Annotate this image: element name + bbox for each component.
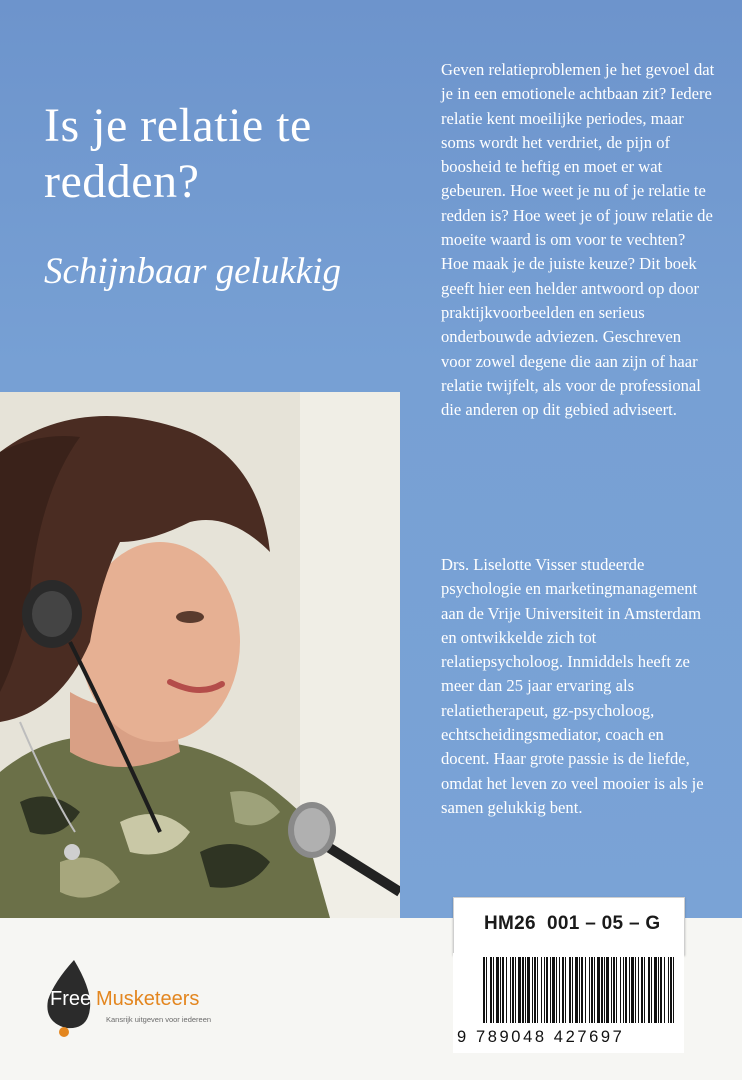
barcode-bar (601, 957, 603, 1023)
barcode-bar (616, 957, 617, 1023)
publisher-tagline: Kansrijk uitgeven voor iedereen (106, 1015, 212, 1024)
barcode-bar (534, 957, 536, 1023)
barcode-bar (668, 957, 669, 1023)
barcode-bar (638, 957, 639, 1023)
barcode-bar (544, 957, 545, 1023)
barcode-bar (575, 957, 578, 1023)
barcode-bar (635, 957, 636, 1023)
barcode-bar (496, 957, 499, 1023)
author-photo (0, 392, 400, 918)
barcode-bar (651, 957, 652, 1023)
barcode-bar (613, 957, 615, 1023)
barcode-bar (658, 957, 659, 1023)
publisher-logo (38, 960, 298, 1040)
barcode-bar (565, 957, 566, 1023)
barcode-bar (552, 957, 555, 1023)
barcode-bar (512, 957, 514, 1023)
barcode-bar (591, 957, 593, 1023)
barcode-bar (572, 957, 573, 1023)
barcode-bar (623, 957, 624, 1023)
barcode-bar (629, 957, 630, 1023)
barcode-bar (620, 957, 621, 1023)
barcode-bar (502, 957, 504, 1023)
author-portrait-illustration (0, 392, 400, 918)
price-sticker (453, 897, 685, 955)
barcode-bar (532, 957, 533, 1023)
barcode-bar (589, 957, 590, 1023)
barcode-bar (597, 957, 600, 1023)
barcode-bar (569, 957, 571, 1023)
barcode-bar (625, 957, 627, 1023)
barcode-bars (453, 953, 684, 1029)
barcode-bar (648, 957, 650, 1023)
barcode-bar (483, 957, 485, 1023)
barcode-bar (500, 957, 501, 1023)
barcode-bar (606, 957, 609, 1023)
barcode-bar (493, 957, 494, 1023)
barcode-bar (525, 957, 526, 1023)
barcode-bar (537, 957, 538, 1023)
author-bio: Drs. Liselotte Visser studeerde psychologie en marketingmanagement aan de Vrije Universiteit in Amsterdam en ontwikkelde zich tot relatiepsycholoog. Inmiddels heeft ze meer dan 25 jaar ervaring als relatietherapeut, gz-psycholoog, echtscheidingsmediator, coach en docent. Haar grote passie is de liefde, omdat het leven zo veel mooier is als je samen gelukkig bent. (441, 555, 704, 817)
barcode-bar (585, 957, 586, 1023)
back-cover-blurb: Geven relatieproblemen je het gevoel dat je in een emotionele achtbaan zit? Iedere relatie kent moeilijke periodes, maar soms wordt het verdriet, de pijn of boosheid te heftig en moet er wat gebeuren. Hoe weet je nu of je relatie te redden is? Hoe weet je of jouw relatie de moeite waard is om voor te vechten? Hoe maak je de juiste keuze? Dit boek geeft hier een helder antwoord op door praktijkvoorbeelden en serieus onderbouwde adviezen. Geschreven voor zowel degene die aan zijn of haar relatie twijfelt, als voor de professional die anderen op dit gebied adviseert. (441, 60, 715, 420)
isbn-barcode (453, 953, 684, 1053)
barcode-bar (664, 957, 665, 1023)
barcode-bar (604, 957, 605, 1023)
barcode-bar (515, 957, 516, 1023)
publisher-name-musketeers: Musketeers (96, 988, 200, 1010)
barcode-bar (673, 957, 674, 1023)
barcode-bar (641, 957, 643, 1023)
barcode-bar (518, 957, 521, 1023)
book-title: Is je relatie te redden? (44, 99, 312, 208)
barcode-bar (660, 957, 662, 1023)
barcode-bar (556, 957, 557, 1023)
barcode-bar (644, 957, 645, 1023)
barcode-bar (510, 957, 511, 1023)
barcode-bar (631, 957, 634, 1023)
barcode-bar (559, 957, 560, 1023)
sticker-code: HM26 001 – 05 – G (484, 913, 661, 934)
barcode-bar (527, 957, 530, 1023)
book-subtitle: Schijnbaar gelukkig (44, 251, 341, 292)
barcode-bar (594, 957, 595, 1023)
barcode-bar (579, 957, 580, 1023)
barcode-bar (490, 957, 492, 1023)
publisher-name-free: Free (50, 988, 92, 1010)
barcode-bar (654, 957, 657, 1023)
barcode-bar (541, 957, 542, 1023)
barcode-bar (506, 957, 507, 1023)
barcode-bar (522, 957, 524, 1023)
barcode-bar (562, 957, 564, 1023)
barcode-bar (581, 957, 583, 1023)
barcode-bar (670, 957, 672, 1023)
isbn-number: 9 789048 427697 (457, 1028, 625, 1046)
barcode-bar (550, 957, 551, 1023)
barcode-bar (611, 957, 612, 1023)
barcode-bar (546, 957, 548, 1023)
barcode-bar (486, 957, 487, 1023)
